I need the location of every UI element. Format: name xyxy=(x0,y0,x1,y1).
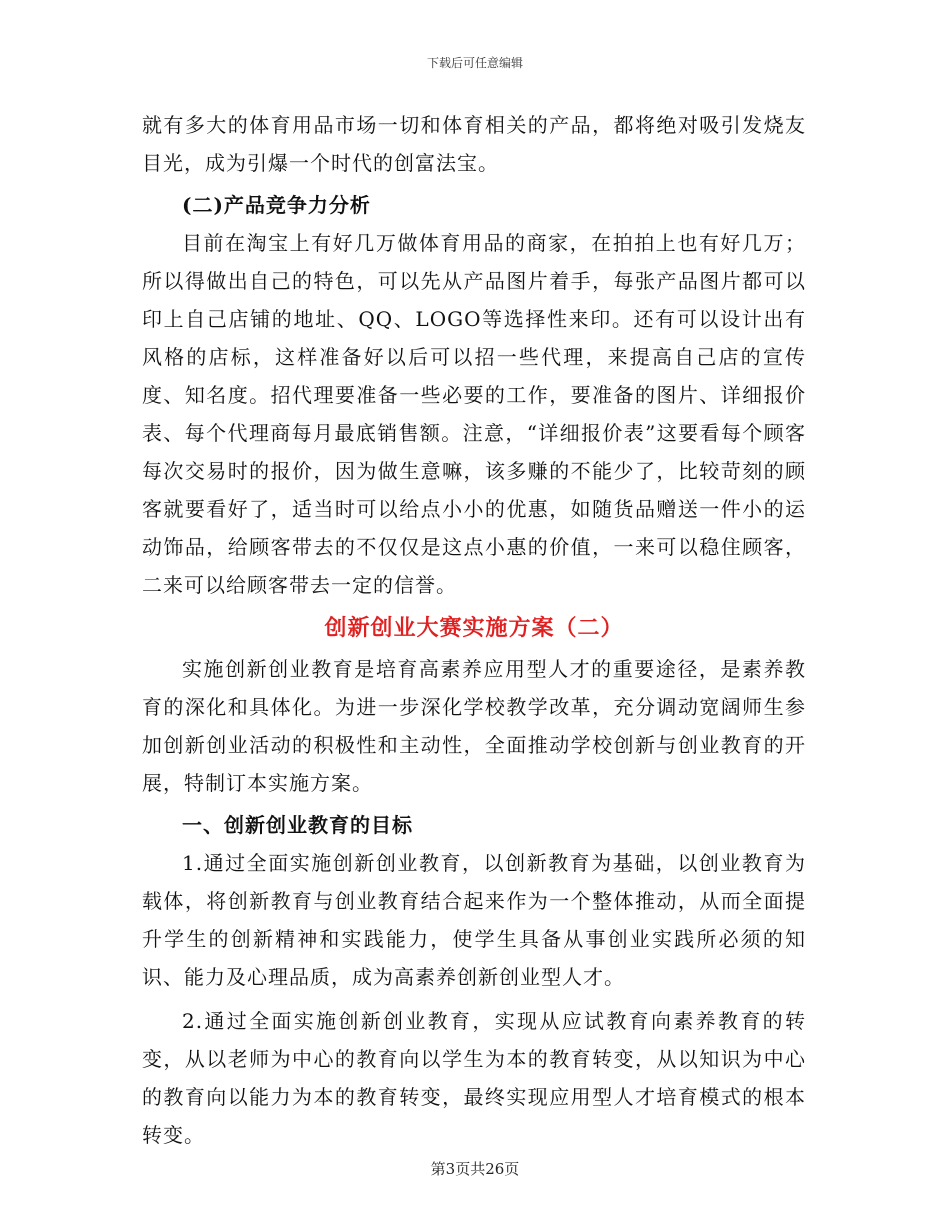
paragraph-product-competitiveness: 目前在淘宝上有好几万做体育用品的商家，在拍拍上也有好几万；所以得做出自己的特色，可以先从产品图片着手，每张产品图片都可以印上自己店铺的地址、QQ、LOGO等选择性来印。还有可以设计出有风格的店标，这样准备好以后可以招一些代理，来提高自己店的宣传度、知名度。招代理要准备一些必要的工作，要准备的图片、详细报价表、每个代理商每月最底销售额。注意，“详细报价表”这要看每个顾客每次交易时的报价，因为做生意嘛，该多赚的不能少了，比较苛刻的顾客就要看好了，适当时可以给点小小的优惠，如随货品赠送一件小的运动饰品，给顾客带去的不仅仅是这点小惠的价值，一来可以稳住顾客，二来可以给顾客带去一定的信誉。 xyxy=(142,231,806,597)
document-title: 创新创业大赛实施方案（二） xyxy=(324,615,624,641)
document-body xyxy=(142,106,806,1154)
section-heading-product-competitiveness: (二)产品竞争力分析 xyxy=(182,193,371,217)
page-header: 下载后可任意编辑 xyxy=(426,56,523,70)
page-footer: 第3页共26页 xyxy=(430,1160,520,1178)
section-heading-goals: 一、创新创业教育的目标 xyxy=(182,813,413,837)
paragraph-intro: 实施创新创业教育是培育高素养应用型人才的重要途径，是素养教育的深化和具体化。为进一步深化学校教学改革，充分调动宽阔师生参加创新创业活动的积极性和主动性，全面推动学校创新与创业教育的开展，特制订本实施方案。 xyxy=(142,657,806,795)
paragraph-goal-1: 1.通过全面实施创新创业教育，以创新教育为基础，以创业教育为载体，将创新教育与创业教育结合起来作为一个整体推动，从而全面提升学生的创新精神和实践能力，使学生具备从事创业实践所必须的知识、能力及心理品质，成为高素养创新创业型人才。 xyxy=(142,851,806,989)
paragraph-continuation: 就有多大的体育用品市场一切和体育相关的产品，都将绝对吸引发烧友目光，成为引爆一个时代的创富法宝。 xyxy=(142,113,806,175)
paragraph-goal-2: 2.通过全面实施创新创业教育，实现从应试教育向素养教育的转变，从以老师为中心的教育向以学生为本的教育转变，从以知识为中心的教育向以能力为本的教育转变，最终实现应用型人才培育模式的根本转变。 xyxy=(142,1009,806,1147)
